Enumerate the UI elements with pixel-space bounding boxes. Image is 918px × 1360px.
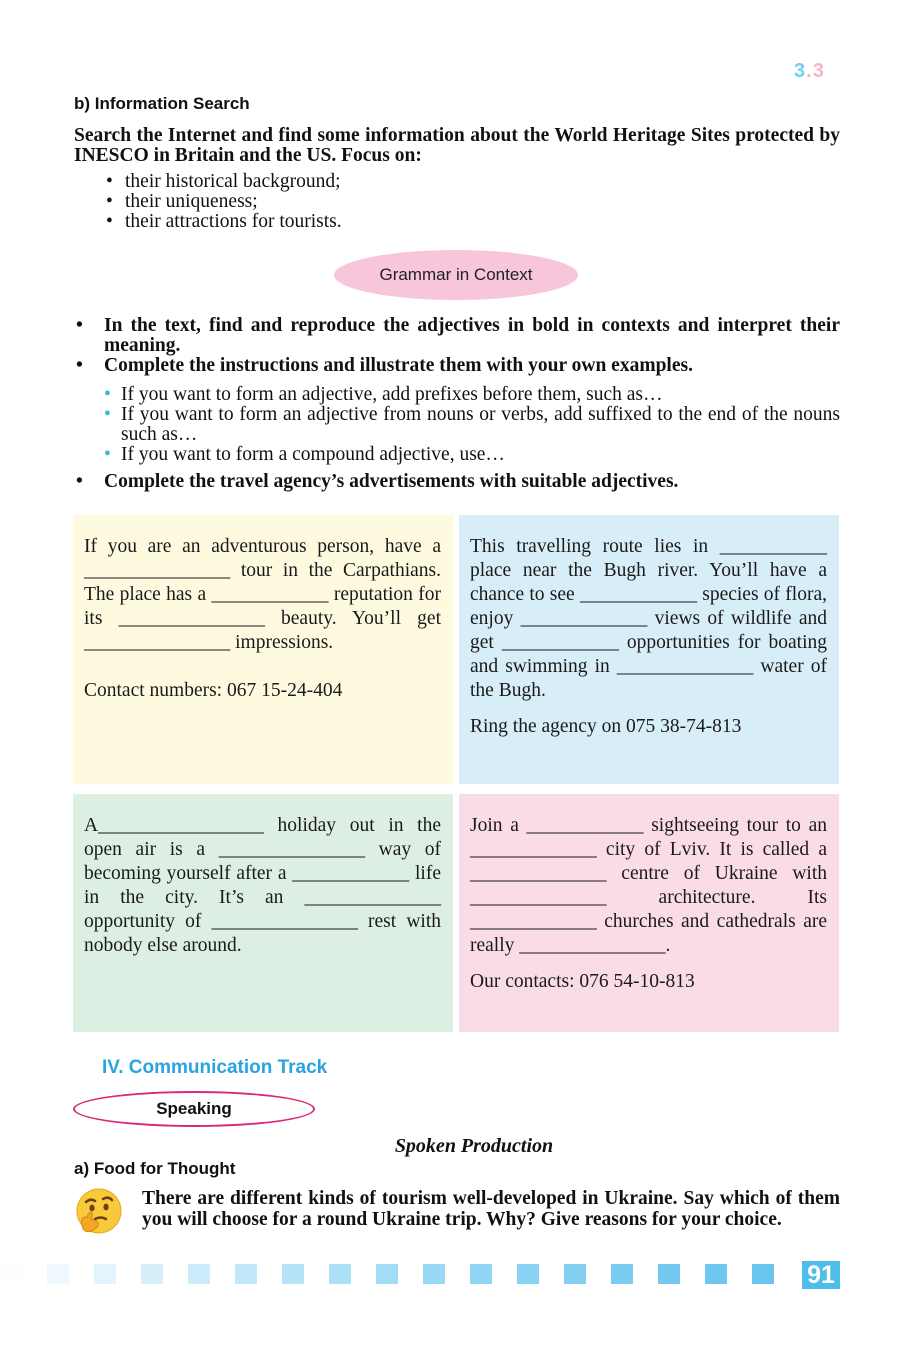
page-number: 91 xyxy=(802,1261,840,1289)
spoken-production-heading: Spoken Production xyxy=(394,1135,554,1157)
instruction-item: • If you want to form an adjective from nouns or verbs, add suffixed to the end of the nouns such as… xyxy=(104,405,840,445)
strip-square xyxy=(564,1264,586,1284)
speaking-label: Speaking xyxy=(73,1091,315,1127)
strip-square xyxy=(0,1264,22,1284)
instruction-item: • If you want to form a compound adjective, use… xyxy=(104,445,840,465)
strip-square xyxy=(282,1264,304,1284)
ad-contact: Ring the agency on 075 38-74-813 xyxy=(470,716,742,737)
strip-square xyxy=(329,1264,351,1284)
ad-contact: Contact numbers: 067 15-24-404 xyxy=(84,680,343,701)
strip-square xyxy=(94,1264,116,1284)
grammar-final-task xyxy=(74,472,840,492)
ad-box-bugh xyxy=(459,515,839,784)
ad-text: This travelling route lies in ___________ place near the Bugh river. You’ll have a chance to see ____________ species of flora, enjoy _____________ views of wildlife and get ____________ opportunities for boating and swimming in ______________ water of the Bugh. xyxy=(470,536,827,701)
strip-square xyxy=(470,1264,492,1284)
strip-square xyxy=(752,1264,774,1284)
ad-contact: Our contacts: 076 54-10-813 xyxy=(470,971,695,992)
list-item: • their historical background; xyxy=(104,172,342,192)
list-item: • their attractions for tourists. xyxy=(104,212,342,232)
grammar-task-item: • Complete the instructions and illustrate them with your own examples. xyxy=(74,356,840,376)
info-search-heading: b) Information Search xyxy=(74,94,250,113)
food-for-thought-task: There are different kinds of tourism well-developed in Ukraine. Say which of them you will choose for a round Ukraine trip. Why? Give reasons for your choice. xyxy=(142,1188,840,1230)
ad-box-carpathians xyxy=(73,515,453,784)
food-for-thought-heading: a) Food for Thought xyxy=(74,1159,236,1178)
ad-text: If you are an adventurous person, have a _______________ tour in the Carpathians. The place has a ____________ reputation for its _______________ beauty. You’ll get _______________ impressions. xyxy=(84,536,441,653)
strip-square xyxy=(141,1264,163,1284)
strip-square xyxy=(517,1264,539,1284)
communication-track-heading: IV. Communication Track xyxy=(102,1057,328,1078)
thinking-face-icon xyxy=(74,1187,124,1237)
info-search-task: Search the Internet and find some information about the World Heritage Sites protected by INESCO in Britain and the US. Focus on: xyxy=(74,125,840,166)
list-item: • their uniqueness; xyxy=(104,192,342,212)
strip-square xyxy=(658,1264,680,1284)
info-search-bullets xyxy=(104,172,342,232)
section-number-dot: . xyxy=(806,60,813,82)
strip-square xyxy=(376,1264,398,1284)
grammar-in-context-label: Grammar in Context xyxy=(334,250,578,300)
strip-square xyxy=(705,1264,727,1284)
grammar-task-item: • In the text, find and reproduce the adjectives in bold in contexts and interpret their meaning. xyxy=(74,316,840,356)
section-number xyxy=(794,60,825,83)
strip-square xyxy=(611,1264,633,1284)
grammar-instructions xyxy=(104,385,840,465)
ad-box-open-air xyxy=(73,794,453,1032)
section-number-minor: 3 xyxy=(812,60,825,82)
ad-text: A_________________ holiday out in the open air is a _______________ way of becoming yourself after a ____________ life in the city. It’s an ______________ opportunity of _______________ rest with nobody else around. xyxy=(84,815,441,956)
instruction-item: • If you want to form an adjective, add prefixes before them, such as… xyxy=(104,385,840,405)
decorative-square-strip xyxy=(0,1264,800,1284)
section-number-major: 3 xyxy=(794,60,807,82)
grammar-tasks xyxy=(74,316,840,376)
grammar-task-item: • Complete the travel agency’s advertisements with suitable adjectives. xyxy=(74,472,840,492)
ad-box-lviv xyxy=(459,794,839,1032)
strip-square xyxy=(47,1264,69,1284)
strip-square xyxy=(235,1264,257,1284)
strip-square xyxy=(188,1264,210,1284)
ad-text: Join a ____________ sightseeing tour to an _____________ city of Lviv. It is called a ______________ centre of Ukraine with ______________ architecture. Its _____________ churches and cathedrals are really _______________. xyxy=(470,815,827,956)
strip-square xyxy=(423,1264,445,1284)
